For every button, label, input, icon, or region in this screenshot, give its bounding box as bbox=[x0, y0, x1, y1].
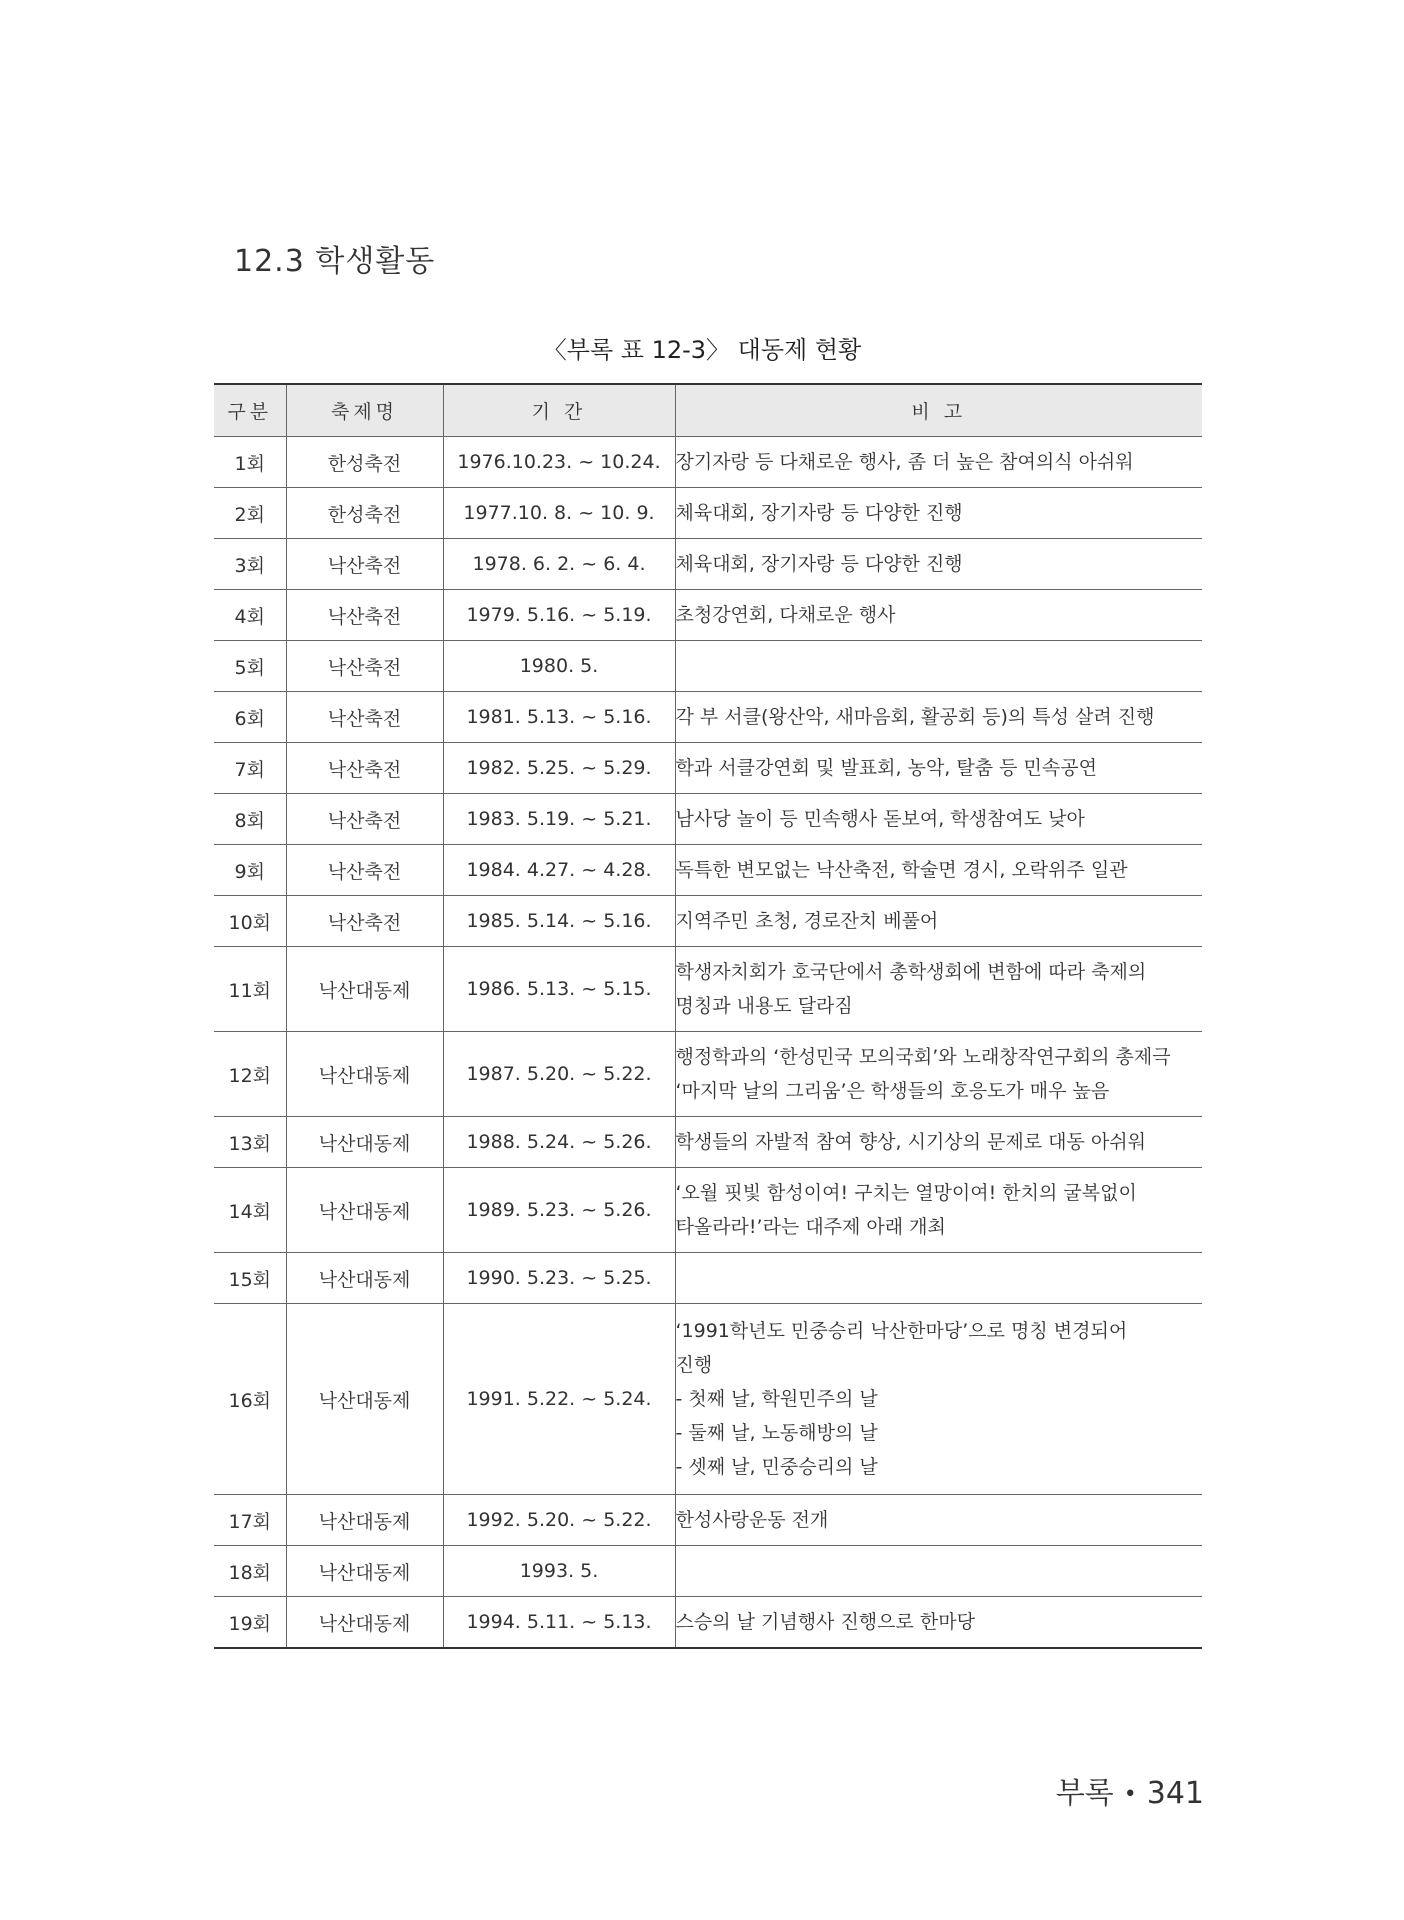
remark-line: 초청강연회, 다채로운 행사 bbox=[675, 604, 896, 626]
row-number: 3회 bbox=[214, 539, 286, 590]
table-row bbox=[214, 896, 1202, 947]
remarks-cell bbox=[675, 641, 1202, 692]
festival-name: 낙산대동제 bbox=[286, 1304, 443, 1495]
festival-name: 낙산축전 bbox=[286, 743, 443, 794]
remarks-cell bbox=[675, 488, 1202, 539]
remark-line: 지역주민 초청, 경로잔치 베풀어 bbox=[675, 910, 939, 932]
row-number: 13회 bbox=[214, 1117, 286, 1168]
festival-table bbox=[214, 383, 1202, 1649]
table-row bbox=[214, 794, 1202, 845]
festival-period: 1990. 5.23. ~ 5.25. bbox=[443, 1253, 675, 1304]
festival-period: 1984. 4.27. ~ 4.28. bbox=[443, 845, 675, 896]
remarks-cell bbox=[675, 437, 1202, 488]
row-number: 17회 bbox=[214, 1495, 286, 1546]
table-row bbox=[214, 590, 1202, 641]
row-number: 1회 bbox=[214, 437, 286, 488]
table-row bbox=[214, 1597, 1202, 1649]
festival-period: 1992. 5.20. ~ 5.22. bbox=[443, 1495, 675, 1546]
row-number: 11회 bbox=[214, 947, 286, 1032]
festival-period: 1986. 5.13. ~ 5.15. bbox=[443, 947, 675, 1032]
table-row bbox=[214, 1253, 1202, 1304]
row-number: 5회 bbox=[214, 641, 286, 692]
remark-line: - 둘째 날, 노동해방의 날 bbox=[675, 1422, 878, 1444]
festival-period: 1987. 5.20. ~ 5.22. bbox=[443, 1032, 675, 1117]
festival-name: 낙산축전 bbox=[286, 590, 443, 641]
remark-line: 체육대회, 장기자랑 등 다양한 진행 bbox=[675, 502, 963, 524]
section-heading: 12.3 학생활동 bbox=[234, 244, 436, 279]
remark-line: 스승의 날 기념행사 진행으로 한마당 bbox=[675, 1611, 975, 1633]
table-row bbox=[214, 641, 1202, 692]
festival-name: 낙산대동제 bbox=[286, 1168, 443, 1253]
table-row bbox=[214, 845, 1202, 896]
table-row bbox=[214, 1117, 1202, 1168]
remarks-cell bbox=[675, 794, 1202, 845]
remark-line: 학과 서클강연회 및 발표회, 농악, 탈춤 등 민속공연 bbox=[675, 757, 1097, 779]
festival-name: 낙산대동제 bbox=[286, 1253, 443, 1304]
remarks-cell bbox=[675, 1032, 1202, 1117]
table-body bbox=[214, 437, 1202, 1649]
remark-line: ‘마지막 날의 그리움’은 학생들의 호응도가 매우 높음 bbox=[675, 1080, 1110, 1102]
remarks-cell bbox=[675, 1253, 1202, 1304]
remarks-cell bbox=[675, 1304, 1202, 1495]
remark-line: 독특한 변모없는 낙산축전, 학술면 경시, 오락위주 일관 bbox=[675, 859, 1128, 881]
remarks-cell bbox=[675, 1168, 1202, 1253]
remarks-cell bbox=[675, 1546, 1202, 1597]
footer-separator: • bbox=[1123, 1782, 1137, 1807]
row-number: 19회 bbox=[214, 1597, 286, 1649]
row-number: 4회 bbox=[214, 590, 286, 641]
row-number: 2회 bbox=[214, 488, 286, 539]
festival-period: 1988. 5.24. ~ 5.26. bbox=[443, 1117, 675, 1168]
festival-name: 낙산축전 bbox=[286, 539, 443, 590]
festival-period: 1977.10. 8. ~ 10. 9. bbox=[443, 488, 675, 539]
remarks-cell bbox=[675, 1117, 1202, 1168]
table-row bbox=[214, 437, 1202, 488]
festival-name: 낙산대동제 bbox=[286, 947, 443, 1032]
festival-name: 낙산축전 bbox=[286, 794, 443, 845]
row-number: 8회 bbox=[214, 794, 286, 845]
remark-line: 행정학과의 ‘한성민국 모의국회’와 노래창작연구회의 총제극 bbox=[675, 1046, 1171, 1068]
festival-period: 1991. 5.22. ~ 5.24. bbox=[443, 1304, 675, 1495]
header-festival-name: 축제명 bbox=[286, 384, 443, 437]
festival-period: 1983. 5.19. ~ 5.21. bbox=[443, 794, 675, 845]
festival-name: 낙산대동제 bbox=[286, 1597, 443, 1649]
header-period: 기 간 bbox=[443, 384, 675, 437]
remarks-cell bbox=[675, 692, 1202, 743]
festival-period: 1981. 5.13. ~ 5.16. bbox=[443, 692, 675, 743]
row-number: 10회 bbox=[214, 896, 286, 947]
remark-line: 각 부 서클(왕산악, 새마음회, 활공회 등)의 특성 살려 진행 bbox=[675, 706, 1155, 728]
table-row bbox=[214, 743, 1202, 794]
festival-name: 한성축전 bbox=[286, 437, 443, 488]
row-number: 16회 bbox=[214, 1304, 286, 1495]
festival-name: 낙산축전 bbox=[286, 641, 443, 692]
table-row bbox=[214, 1032, 1202, 1117]
remarks-cell bbox=[675, 1495, 1202, 1546]
table-row bbox=[214, 1304, 1202, 1495]
remark-line: ‘1991학년도 민중승리 낙산한마당’으로 명칭 변경되어 bbox=[675, 1320, 1128, 1342]
table-row bbox=[214, 692, 1202, 743]
row-number: 9회 bbox=[214, 845, 286, 896]
remark-line: 한성사랑운동 전개 bbox=[675, 1509, 829, 1531]
remark-line: 장기자랑 등 다채로운 행사, 좀 더 높은 참여의식 아쉬워 bbox=[675, 451, 1134, 473]
footer-label: 부록 bbox=[1055, 1776, 1114, 1811]
page-footer bbox=[1056, 1768, 1204, 1812]
festival-period: 1989. 5.23. ~ 5.26. bbox=[443, 1168, 675, 1253]
page-number: 341 bbox=[1146, 1776, 1204, 1811]
row-number: 12회 bbox=[214, 1032, 286, 1117]
remarks-cell bbox=[675, 590, 1202, 641]
remark-line: 명칭과 내용도 달라짐 bbox=[675, 995, 853, 1017]
remarks-cell bbox=[675, 896, 1202, 947]
festival-period: 1993. 5. bbox=[443, 1546, 675, 1597]
table-row bbox=[214, 539, 1202, 590]
remarks-cell bbox=[675, 947, 1202, 1032]
remark-line: 진행 bbox=[675, 1354, 713, 1376]
festival-name: 낙산대동제 bbox=[286, 1495, 443, 1546]
remark-line: 학생들의 자발적 참여 향상, 시기상의 문제로 대동 아쉬워 bbox=[675, 1131, 1146, 1153]
remark-line: 체육대회, 장기자랑 등 다양한 진행 bbox=[675, 553, 963, 575]
festival-name: 낙산축전 bbox=[286, 692, 443, 743]
table-row bbox=[214, 947, 1202, 1032]
festival-period: 1982. 5.25. ~ 5.29. bbox=[443, 743, 675, 794]
table-row bbox=[214, 1495, 1202, 1546]
festival-name: 한성축전 bbox=[286, 488, 443, 539]
remark-line: 타올라라!’라는 대주제 아래 개최 bbox=[675, 1216, 946, 1238]
header-remarks: 비 고 bbox=[675, 384, 1202, 437]
remarks-cell bbox=[675, 1597, 1202, 1649]
table-header-row bbox=[214, 384, 1202, 437]
header-division: 구분 bbox=[214, 384, 286, 437]
remark-line: 학생자치회가 호국단에서 총학생회에 변함에 따라 축제의 bbox=[675, 961, 1147, 983]
row-number: 7회 bbox=[214, 743, 286, 794]
festival-period: 1980. 5. bbox=[443, 641, 675, 692]
row-number: 15회 bbox=[214, 1253, 286, 1304]
remark-line: 남사당 놀이 등 민속행사 돋보여, 학생참여도 낮아 bbox=[675, 808, 1085, 830]
festival-name: 낙산대동제 bbox=[286, 1117, 443, 1168]
row-number: 14회 bbox=[214, 1168, 286, 1253]
table-row bbox=[214, 488, 1202, 539]
festival-period: 1978. 6. 2. ~ 6. 4. bbox=[443, 539, 675, 590]
remark-line: ‘오월 핏빛 함성이여! 구치는 열망이여! 한치의 굴복없이 bbox=[675, 1182, 1137, 1204]
remark-line: - 첫째 날, 학원민주의 날 bbox=[675, 1388, 878, 1410]
remark-line: - 셋째 날, 민중승리의 날 bbox=[675, 1456, 878, 1478]
row-number: 6회 bbox=[214, 692, 286, 743]
remarks-cell bbox=[675, 743, 1202, 794]
festival-name: 낙산축전 bbox=[286, 896, 443, 947]
table-row bbox=[214, 1546, 1202, 1597]
festival-name: 낙산대동제 bbox=[286, 1546, 443, 1597]
table-caption: 〈부록 표 12-3〉 대동제 현황 bbox=[542, 336, 862, 364]
remarks-cell bbox=[675, 539, 1202, 590]
festival-name: 낙산대동제 bbox=[286, 1032, 443, 1117]
remarks-cell bbox=[675, 845, 1202, 896]
table-row bbox=[214, 1168, 1202, 1253]
festival-period: 1985. 5.14. ~ 5.16. bbox=[443, 896, 675, 947]
festival-name: 낙산축전 bbox=[286, 845, 443, 896]
festival-period: 1976.10.23. ~ 10.24. bbox=[443, 437, 675, 488]
festival-period: 1979. 5.16. ~ 5.19. bbox=[443, 590, 675, 641]
festival-period: 1994. 5.11. ~ 5.13. bbox=[443, 1597, 675, 1649]
row-number: 18회 bbox=[214, 1546, 286, 1597]
